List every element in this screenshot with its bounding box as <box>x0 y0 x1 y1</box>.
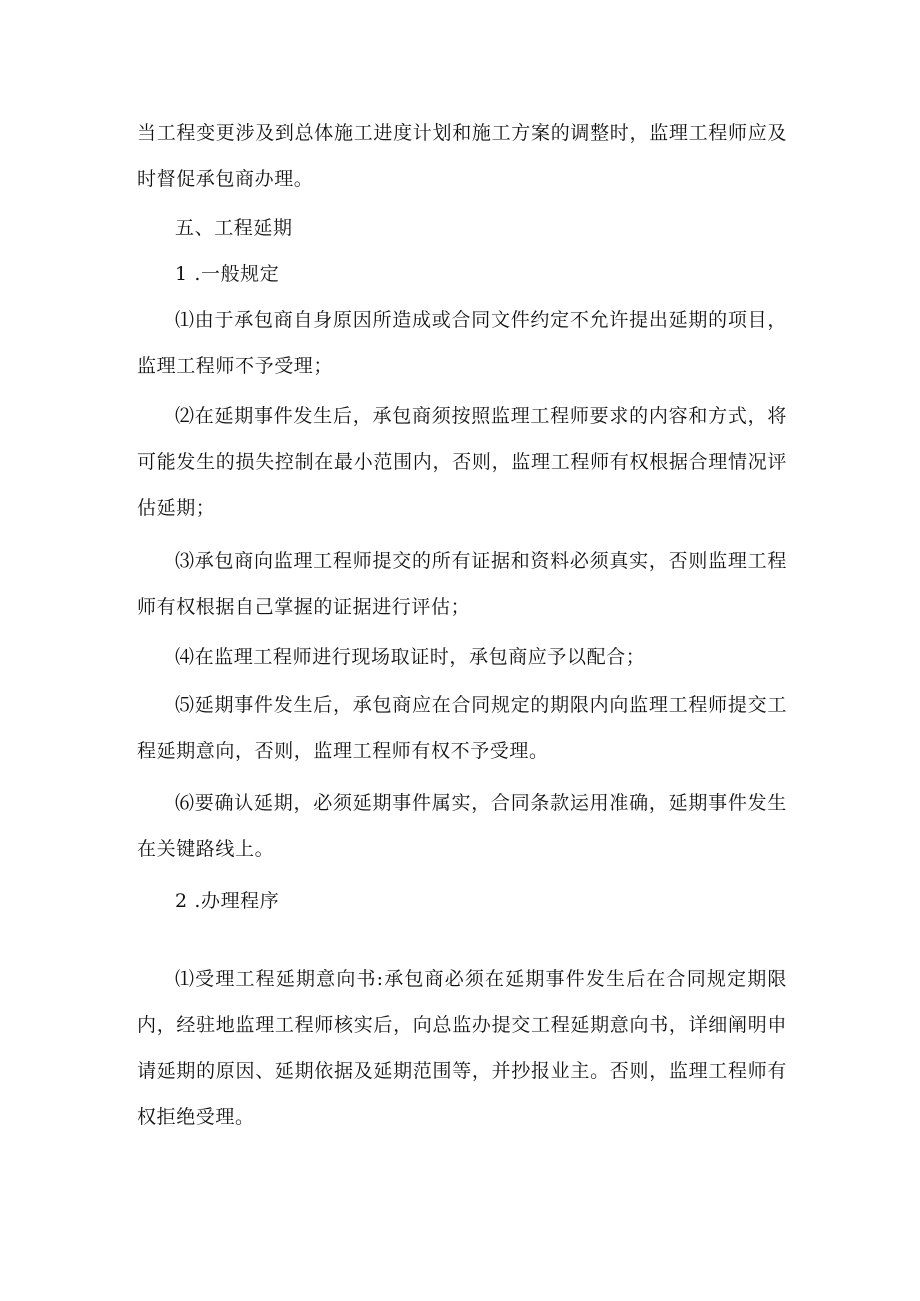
procedure-item-1: ⑴受理工程延期意向书:承包商必须在延期事件发生后在合同规定期限内，经驻地监理工程师核实后，向总监办提交工程延期意向书，详细阐明申请延期的原因、延期依据及延期范围等，并抄报业主。否则，监理工程师有权拒绝受理。 <box>137 968 787 1128</box>
subsection-heading-procedure: 2 .办理程序 <box>175 890 280 912</box>
rule-item-2: ⑵在延期事件发生后，承包商须按照监理工程师要求的内容和方式，将可能发生的损失控制在最小范围内，否则，监理工程师有权根据合理情况评估延期； <box>137 405 787 519</box>
rule-item-4: ⑷在监理工程师进行现场取证时，承包商应予以配合； <box>175 646 646 668</box>
rule-item-3: ⑶承包商向监理工程师提交的所有证据和资料必须真实，否则监理工程师有权根据自己掌握的证据进行评估； <box>137 550 787 618</box>
paragraph-change-adjustment: 当工程变更涉及到总体施工进度计划和施工方案的调整时，监理工程师应及时督促承包商办理。 <box>137 122 787 190</box>
rule-item-1: ⑴由于承包商自身原因所造成或合同文件约定不允许提出延期的项目，监理工程师不予受理； <box>137 309 787 377</box>
rule-item-6: ⑹要确认延期，必须延期事件属实，合同条款运用准确，延期事件发生在关键路线上。 <box>137 792 787 860</box>
section-heading-extension: 五、工程延期 <box>175 217 293 239</box>
subsection-heading-general-rules: 1 .一般规定 <box>175 263 280 285</box>
rule-item-5: ⑸延期事件发生后，承包商应在合同规定的期限内向监理工程师提交工程延期意向，否则，监理工程师有权不予受理。 <box>137 694 787 762</box>
